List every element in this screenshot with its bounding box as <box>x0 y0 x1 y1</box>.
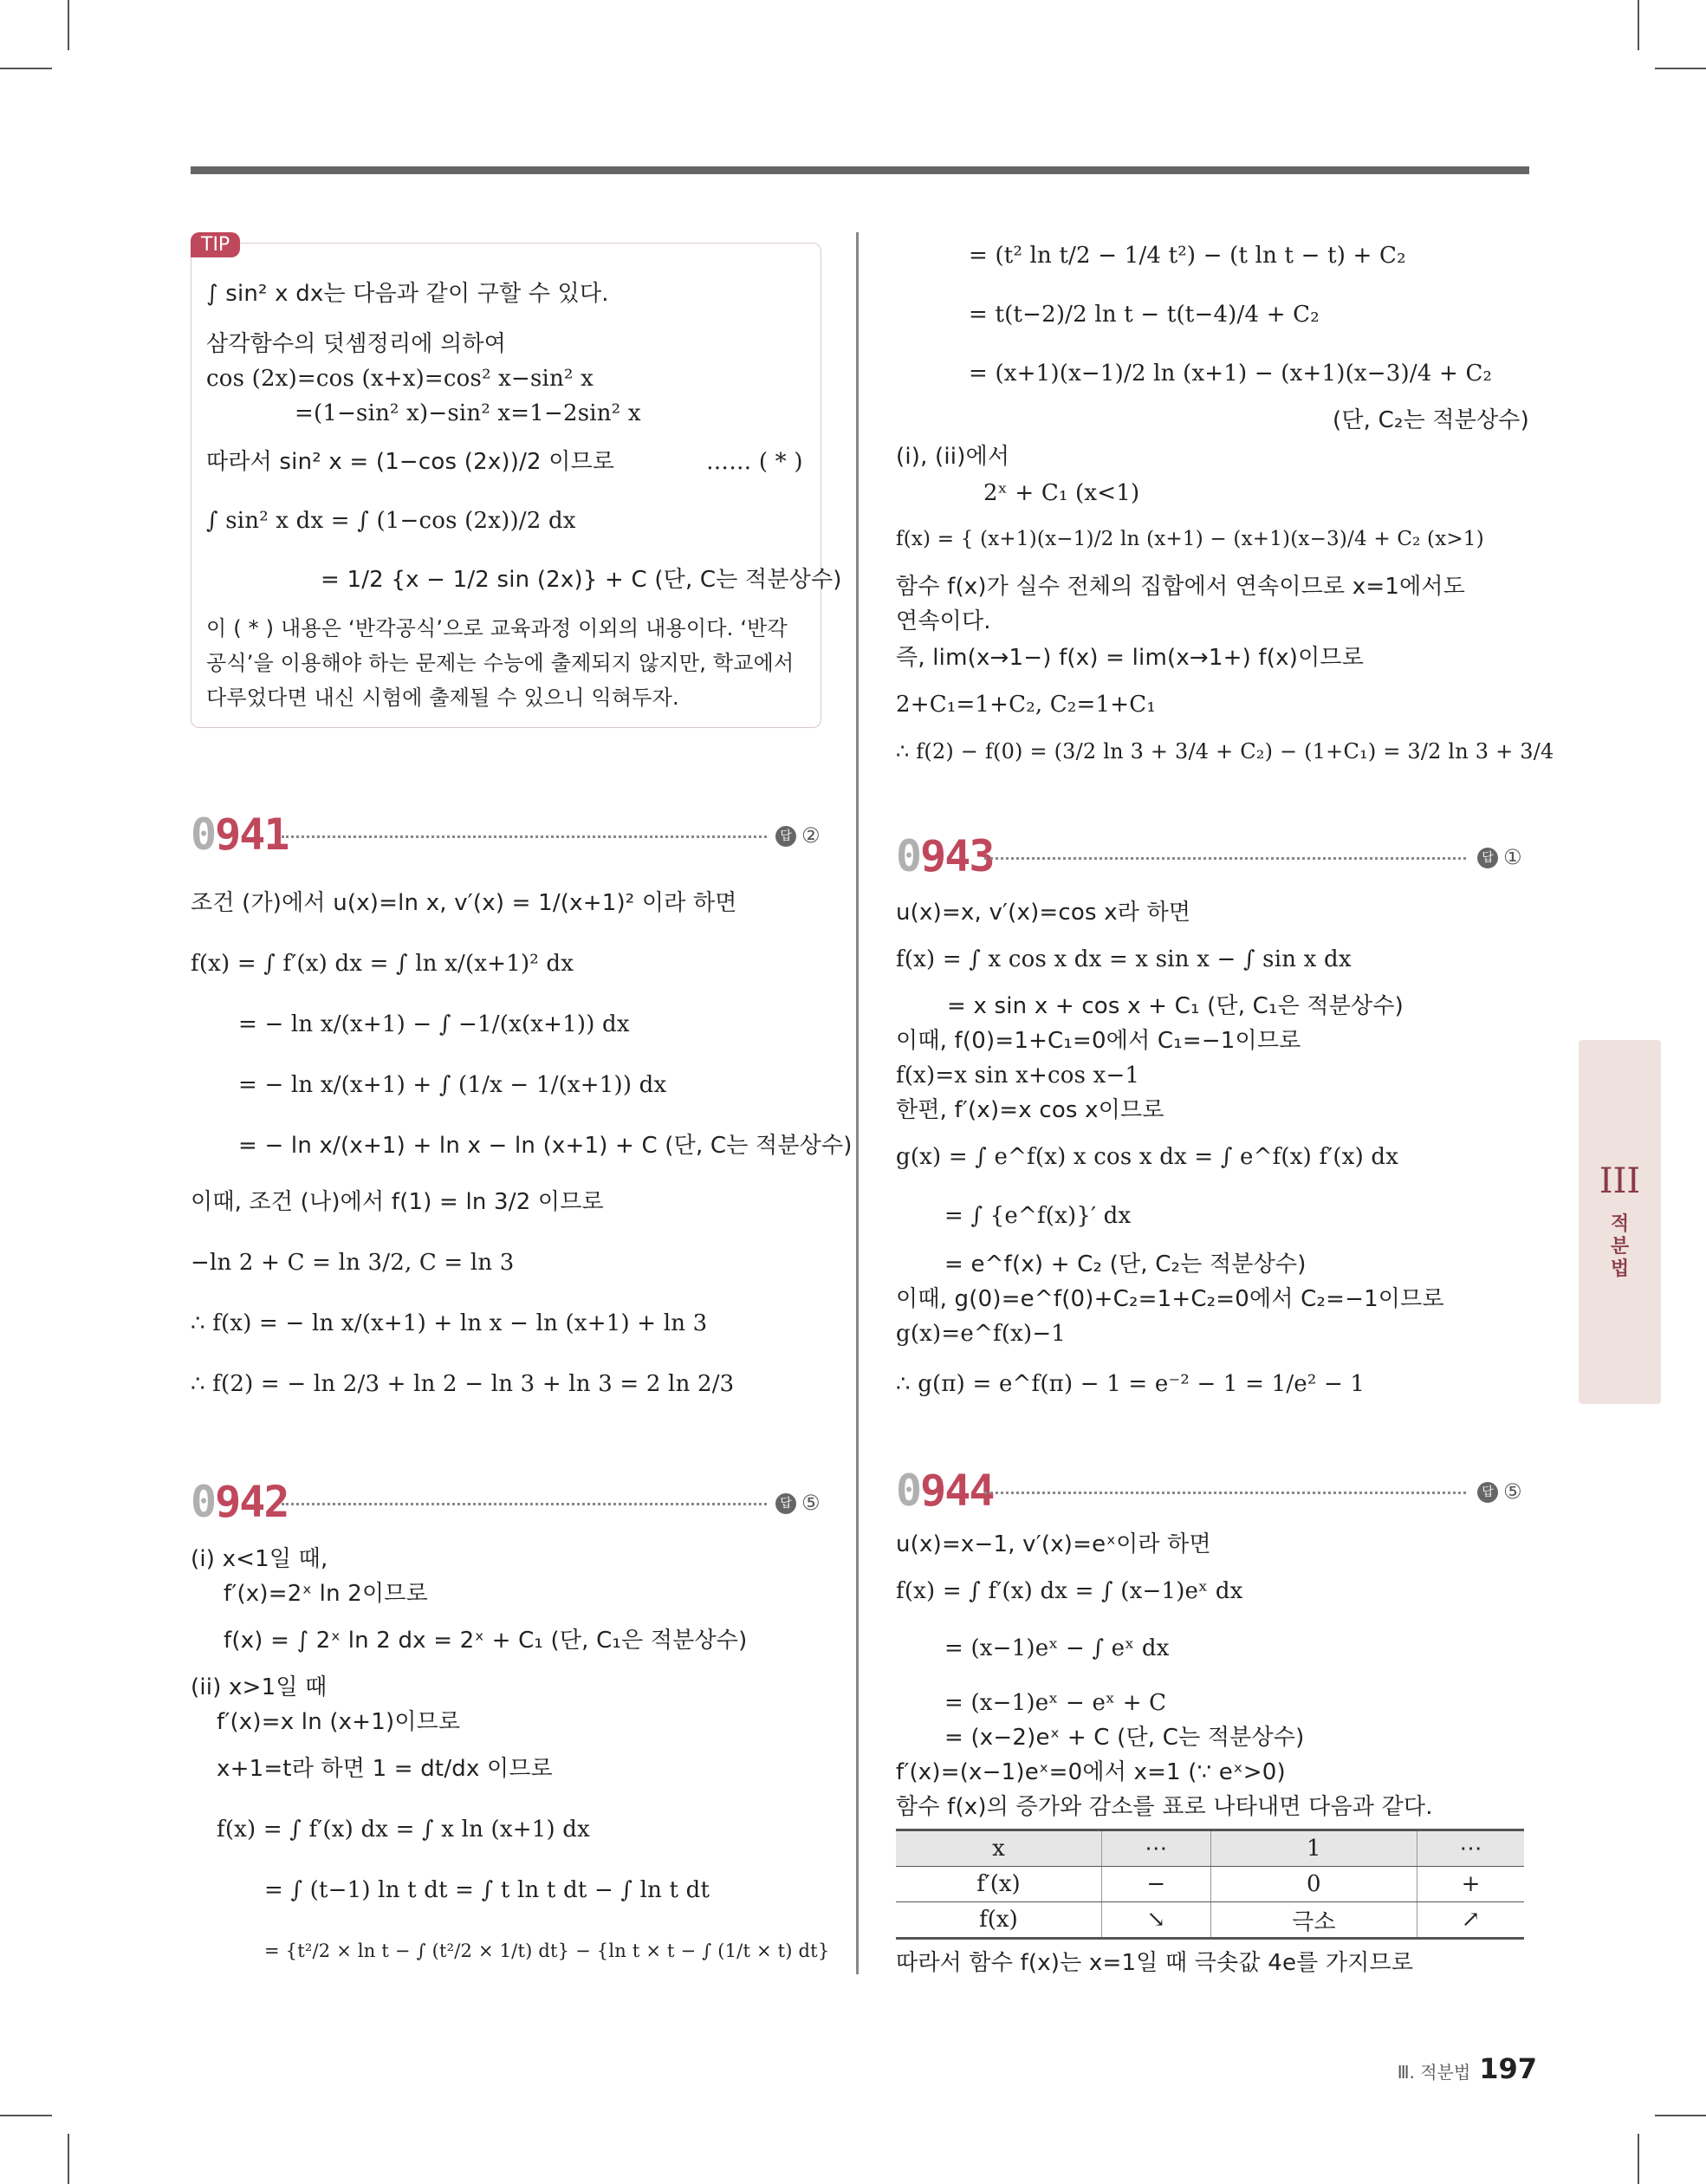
table-cell: 1 <box>1210 1830 1417 1867</box>
tip-marker: …… ( * ) <box>706 449 803 475</box>
tip-line: ∫ sin² x dx = ∫ (1−cos (2x))/2 dx <box>206 508 576 534</box>
problem-number <box>896 1466 993 1515</box>
dotted-leader <box>282 835 767 838</box>
solution-line: 이때, 조건 (나)에서 f(1) = ln 3/2 이므로 <box>191 1189 604 1215</box>
solution-line: (i), (ii)에서 <box>896 444 1010 470</box>
solution-line: = (x−1)eˣ − ∫ eˣ dx <box>944 1635 1170 1661</box>
solution-line: (i) x<1일 때, <box>191 1546 328 1572</box>
problem-number-prefix: 0 <box>191 1477 216 1527</box>
column-divider <box>856 232 859 1974</box>
tip-line: 공식’을 이용해야 하는 문제는 수능에 출제되지 않지만, 학교에서 <box>206 651 795 675</box>
table-cell: 극소 <box>1210 1902 1417 1939</box>
answer-value: ① <box>1503 845 1522 869</box>
problem-number-prefix: 0 <box>191 809 216 860</box>
solution-line: 한편, f′(x)=x cos x이므로 <box>896 1097 1164 1123</box>
solution-line: f(x)=x sin x+cos x−1 <box>896 1063 1140 1089</box>
solution-line: = (x−1)eˣ − eˣ + C <box>944 1690 1167 1716</box>
tip-line: =(1−sin² x)−sin² x=1−2sin² x <box>295 400 641 426</box>
chapter-label <box>1579 1213 1661 1281</box>
solution-line: = x sin x + cos x + C₁ (단, C₁은 적분상수) <box>947 993 1404 1019</box>
solution-line: f′(x)=x ln (x+1)이므로 <box>217 1709 461 1735</box>
solution-line: f′(x)=(x−1)eˣ=0에서 x=1 (∵ eˣ>0) <box>896 1759 1286 1785</box>
solution-line: ∴ f(x) = − ln x/(x+1) + ln x − ln (x+1) + ln 3 <box>191 1310 708 1336</box>
solution-line: = − ln x/(x+1) + ∫ (1/x − 1/(x+1)) dx <box>238 1072 667 1098</box>
answer-badge <box>775 823 821 848</box>
solution-line: 이때, g(0)=e^f(0)+C₂=1+C₂=0에서 C₂=−1이므로 <box>896 1286 1444 1312</box>
solution-line: f(x) = ∫ f′(x) dx = ∫ (x−1)eˣ dx <box>896 1578 1243 1604</box>
solution-line: = (t² ln t/2 − 1/4 t²) − (t ln t − t) + C₂ <box>969 243 1406 269</box>
answer-icon: 답 <box>1477 1482 1498 1503</box>
table-cell: − <box>1101 1867 1210 1902</box>
solution-line: = − ln x/(x+1) − ∫ −1/(x(x+1)) dx <box>238 1011 630 1037</box>
solution-line: g(x)=e^f(x)−1 <box>896 1321 1067 1347</box>
crop-mark <box>68 0 69 50</box>
dotted-leader <box>984 1492 1466 1494</box>
crop-mark <box>1638 0 1639 50</box>
solution-line: 즉, lim(x→1−) f(x) = lim(x→1+) f(x)이므로 <box>896 645 1365 671</box>
answer-badge <box>1477 845 1522 869</box>
solution-line: 이때, f(0)=1+C₁=0에서 C₁=−1이므로 <box>896 1028 1301 1054</box>
problem-number-value: 941 <box>215 809 289 860</box>
solution-line: g(x) = ∫ e^f(x) x cos x dx = ∫ e^f(x) f′(x) dx <box>896 1144 1399 1170</box>
solution-line: = ∫ (t−1) ln t dt = ∫ t ln t dt − ∫ ln t dt <box>264 1877 710 1903</box>
tip-line: 이 ( * ) 내용은 ‘반각공식’으로 교육과정 이외의 내용이다. ‘반각 <box>206 616 788 640</box>
problem-number-prefix: 0 <box>896 831 921 881</box>
solution-line: u(x)=x, v′(x)=cos x라 하면 <box>896 900 1191 926</box>
table-cell: ↗ <box>1417 1902 1524 1939</box>
table-cell: ⋯ <box>1417 1830 1524 1867</box>
problem-number-value: 943 <box>920 831 994 881</box>
solution-line: f(x) = ∫ f′(x) dx = ∫ ln x/(x+1)² dx <box>191 951 574 977</box>
solution-line: ∴ f(2) = − ln 2/3 + ln 2 − ln 3 + ln 3 = 2 ln 2/3 <box>191 1371 735 1397</box>
header-rule <box>191 166 1529 174</box>
page-footer <box>1398 2052 1537 2085</box>
table-cell: f′(x) <box>896 1867 1101 1902</box>
table-cell: ⋯ <box>1101 1830 1210 1867</box>
answer-icon: 답 <box>1477 848 1498 868</box>
solution-line: ∴ g(π) = e^f(π) − 1 = e⁻² − 1 = 1/e² − 1 <box>896 1371 1365 1397</box>
solution-line: = t(t−2)/2 ln t − t(t−4)/4 + C₂ <box>969 302 1320 328</box>
answer-value: ⑤ <box>1503 1479 1522 1504</box>
chapter-side-tab <box>1579 1040 1661 1404</box>
solution-line: = − ln x/(x+1) + ln x − ln (x+1) + C (단, C는 적분상수) <box>238 1133 853 1159</box>
problem-number-prefix: 0 <box>896 1466 921 1516</box>
crop-mark <box>0 68 52 69</box>
table-cell: + <box>1417 1867 1524 1902</box>
answer-badge <box>1477 1479 1522 1504</box>
solution-line: f(x) = ∫ x cos x dx = x sin x − ∫ sin x dx <box>896 946 1352 972</box>
solution-line: = (x+1)(x−1)/2 ln (x+1) − (x+1)(x−3)/4 + C₂ <box>969 361 1493 387</box>
table-cell: f(x) <box>896 1902 1101 1939</box>
solution-line: = (x−2)eˣ + C (단, C는 적분상수) <box>944 1725 1305 1751</box>
solution-line: (단, C₂는 적분상수) <box>1333 407 1529 433</box>
variation-table <box>896 1829 1524 1940</box>
solution-line: 연속이다. <box>896 608 991 634</box>
solution-line: 따라서 함수 f(x)는 x=1일 때 극솟값 4e를 가지므로 <box>896 1950 1414 1976</box>
answer-value: ② <box>801 823 821 848</box>
answer-badge <box>775 1491 821 1515</box>
problem-number-value: 944 <box>920 1466 994 1516</box>
tip-line: cos (2x)=cos (x+x)=cos² x−sin² x <box>206 366 594 392</box>
solution-line: (ii) x>1일 때 <box>191 1674 328 1700</box>
solution-line: f′(x)=2ˣ ln 2이므로 <box>224 1581 428 1607</box>
solution-line: u(x)=x−1, v′(x)=eˣ이라 하면 <box>896 1531 1211 1557</box>
solution-line: = e^f(x) + C₂ (단, C₂는 적분상수) <box>944 1251 1307 1277</box>
solution-line: −ln 2 + C = ln 3/2, C = ln 3 <box>191 1250 515 1276</box>
problem-number-value: 942 <box>215 1477 289 1527</box>
problem-number <box>191 1478 288 1526</box>
footer-chapter: Ⅲ. 적분법 <box>1397 2062 1471 2083</box>
crop-mark <box>1638 2134 1639 2184</box>
tip-line: ∫ sin² x dx는 다음과 같이 구할 수 있다. <box>206 281 609 307</box>
table-cell: ↘ <box>1101 1902 1210 1939</box>
answer-icon: 답 <box>775 826 796 847</box>
page-number: 197 <box>1479 2052 1537 2085</box>
solution-line: 함수 f(x)가 실수 전체의 집합에서 연속이므로 x=1에서도 <box>896 574 1466 600</box>
table-row <box>896 1867 1524 1902</box>
chapter-label-char: 적 <box>1610 1213 1630 1235</box>
crop-mark <box>1655 2115 1706 2116</box>
crop-mark <box>68 2134 69 2184</box>
problem-number <box>191 810 288 859</box>
tip-line: 따라서 sin² x = (1−cos (2x))/2 이므로 <box>206 449 615 475</box>
solution-line: f(x) = ∫ f′(x) dx = ∫ x ln (x+1) dx <box>217 1817 590 1843</box>
solution-line: 2+C₁=1+C₂, C₂=1+C₁ <box>896 692 1156 718</box>
chapter-label-char: 법 <box>1610 1258 1630 1280</box>
table-header-row <box>896 1830 1524 1867</box>
answer-value: ⑤ <box>801 1491 821 1515</box>
tip-line: 삼각함수의 덧셈정리에 의하여 <box>206 331 507 357</box>
solution-line: ∴ f(2) − f(0) = (3/2 ln 3 + 3/4 + C₂) − (1+C₁) = 3/2 ln 3 + 3/4 <box>896 739 1554 764</box>
crop-mark <box>1655 68 1706 69</box>
dotted-leader <box>984 857 1466 860</box>
solution-line: 조건 (가)에서 u(x)=ln x, v′(x) = 1/(x+1)² 이라 하면 <box>191 890 737 916</box>
chapter-roman: III <box>1599 1161 1641 1201</box>
solution-line: 2ˣ + C₁ (x<1) <box>983 480 1140 506</box>
tip-line: = 1/2 {x − 1/2 sin (2x)} + C (단, C는 적분상수) <box>321 567 842 593</box>
table-row <box>896 1902 1524 1939</box>
solution-line: 함수 f(x)의 증가와 감소를 표로 나타내면 다음과 같다. <box>896 1794 1433 1820</box>
crop-mark <box>0 2115 52 2116</box>
table-cell: 0 <box>1210 1867 1417 1902</box>
answer-icon: 답 <box>775 1493 796 1514</box>
solution-line: = ∫ {e^f(x)}′ dx <box>944 1203 1132 1229</box>
dotted-leader <box>282 1503 767 1505</box>
tip-line: 다루었다면 내신 시험에 출제될 수 있으니 익혀두자. <box>206 686 679 710</box>
solution-line: f(x) = ∫ 2ˣ ln 2 dx = 2ˣ + C₁ (단, C₁은 적분상수) <box>224 1628 748 1654</box>
table-cell: x <box>896 1830 1101 1867</box>
solution-line: = {t²/2 × ln t − ∫ (t²/2 × 1/t) dt} − {ln t × t − ∫ (1/t × t) dt} <box>264 1940 830 1961</box>
problem-number <box>896 832 993 881</box>
solution-line: f(x) = { (x+1)(x−1)/2 ln (x+1) − (x+1)(x−3)/4 + C₂ (x>1) <box>896 528 1484 550</box>
chapter-label-char: 분 <box>1610 1236 1630 1258</box>
tip-tag: TIP <box>191 232 240 257</box>
solution-line: x+1=t라 하면 1 = dt/dx 이므로 <box>217 1756 553 1782</box>
